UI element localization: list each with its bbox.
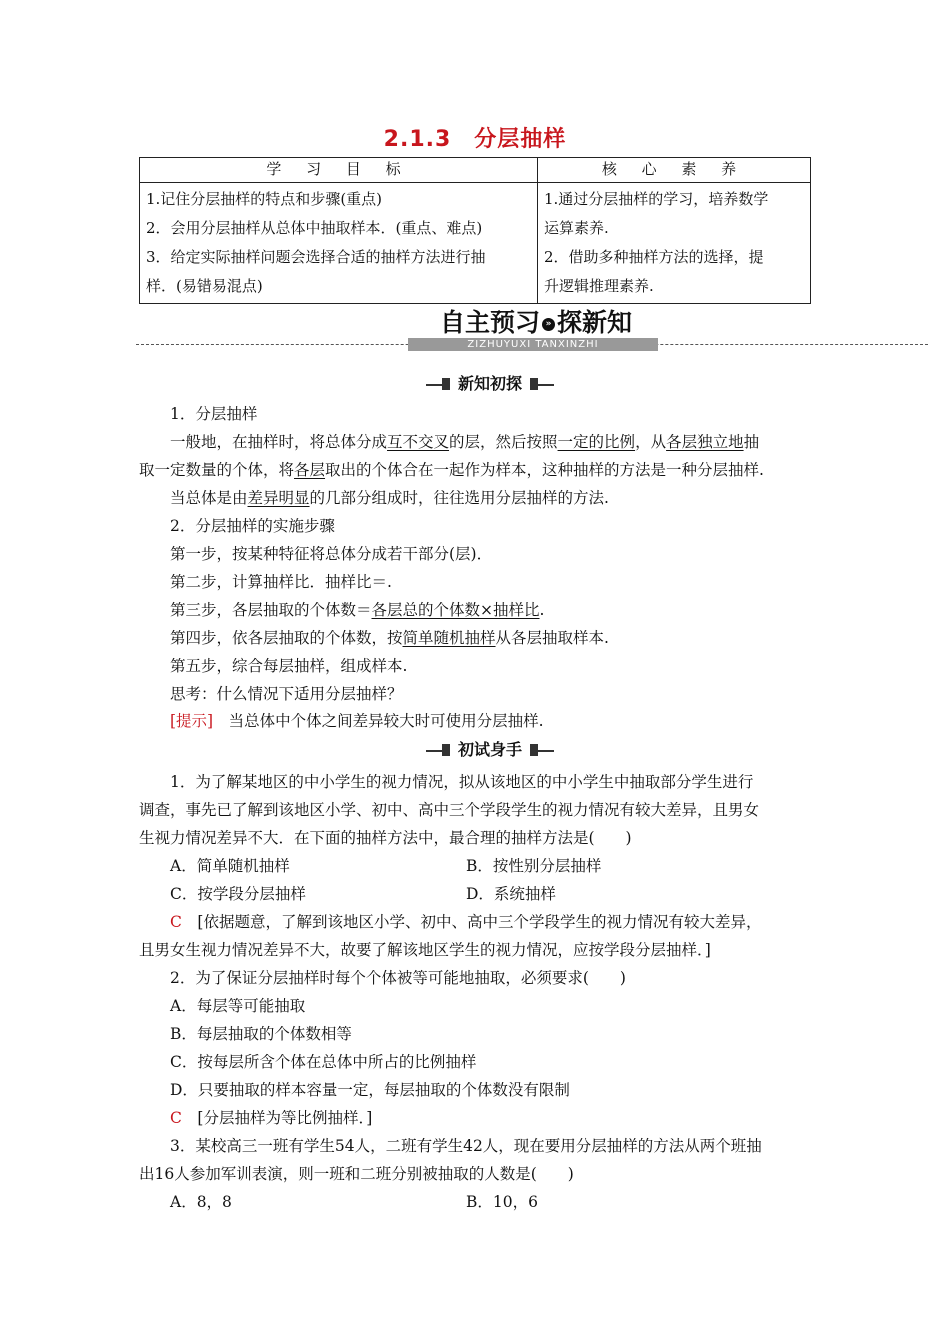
step-line: 第四步，依各层抽取的个体数，按简单随机抽样从各层抽取样本.: [170, 629, 609, 647]
step-line: 第五步，综合每层抽样，组成样本.: [170, 657, 408, 675]
hint-label: [提示]: [170, 712, 214, 730]
question-line: 2．为了保证分层抽样时每个个体被等可能地抽取，必须要求( ): [170, 969, 626, 987]
question-line: 1．为了解某地区的中小学生的视力情况，拟从该地区的中小学生中抽取部分学生进行: [170, 773, 754, 791]
goal-line: 3．给定实际抽样问题会选择合适的抽样方法进行抽: [146, 248, 486, 266]
goals-cell: [140, 183, 538, 304]
literacy-line: 升逻辑推理素养.: [544, 277, 654, 295]
arrow-icon: »: [542, 318, 555, 331]
section-heading-first-try: [426, 740, 554, 762]
paragraph-line: 取一定数量的个体，将各层取出的个体合在一起作为样本，这种抽样的方法是一种分层抽样.: [139, 461, 764, 479]
option-b: B．按性别分层抽样: [466, 857, 602, 875]
step-line: 第三步，各层抽取的个体数＝各层总的个体数×抽样比.: [170, 601, 545, 619]
goal-line: 1.记住分层抽样的特点和步骤(重点): [146, 190, 383, 208]
goal-line: 样．(易错易混点): [146, 277, 263, 295]
goals-header: 学 习 目 标: [140, 158, 538, 183]
option-c: C．按每层所含个体在总体中所占的比例抽样: [170, 1053, 477, 1071]
question-line: 调查，事先已了解到该地区小学、初中、高中三个学段学生的视力情况有较大差异，且男女: [139, 801, 760, 819]
answer-line: 且男女生视力情况差异不大，故要了解该地区学生的视力情况，应按学段分层抽样．]: [139, 941, 711, 959]
paragraph-line: 一般地，在抽样时，将总体分成互不交叉的层，然后按照一定的比例，从各层独立地抽: [170, 433, 760, 451]
section-banner: [136, 305, 928, 355]
hint-text: 当总体中个体之间差异较大时可使用分层抽样.: [228, 712, 544, 730]
literacy-line: 2．借助多种抽样方法的选择，提: [544, 248, 764, 266]
banner-left: 自主预习: [439, 308, 540, 337]
option-d: D．系统抽样: [466, 885, 556, 903]
answer-line: C [依据题意，了解到该地区小学、初中、高中三个学段学生的视力情况有较大差异，: [170, 913, 762, 931]
banner-right: 探新知: [557, 308, 633, 337]
section-heading-new-knowledge: [426, 374, 554, 396]
option-b: B．每层抽取的个体数相等: [170, 1025, 352, 1043]
option-d: D．只要抽取的样本容量一定，每层抽取的个体数没有限制: [170, 1081, 570, 1099]
option-a: A．简单随机抽样: [170, 857, 290, 875]
page-title: 2.1.3 分层抽样: [383, 127, 567, 152]
option-a: A．8，8: [170, 1193, 232, 1211]
step-line: 第一步，按某种特征将总体分成若干部分(层)．: [170, 545, 493, 563]
option-c: C．按学段分层抽样: [170, 885, 306, 903]
goals-table: [139, 157, 811, 304]
literacy-cell: [538, 183, 811, 304]
goal-line: 2．会用分层抽样从总体中抽取样本．(重点、难点): [146, 219, 483, 237]
paragraph-line: 当总体是由差异明显的几部分组成时，往往选用分层抽样的方法.: [170, 489, 609, 507]
paragraph-title: 2．分层抽样的实施步骤: [170, 517, 335, 535]
answer-letter: C: [170, 1109, 182, 1127]
literacy-line: 运算素养.: [544, 219, 609, 237]
question-line: 3．某校高三一班有学生54人，二班有学生42人，现在要用分层抽样的方法从两个班抽: [170, 1137, 762, 1155]
question-line: 出16人参加军训表演，则一班和二班分别被抽取的人数是( ): [139, 1165, 574, 1183]
hint-line: [170, 711, 544, 731]
paragraph-title: 1．分层抽样: [170, 405, 258, 423]
heading-label: 初试身手: [450, 740, 530, 760]
banner-subtitle: ZIZHUYUXI TANXINZHI: [408, 338, 658, 351]
option-b: B．10，6: [466, 1193, 538, 1211]
answer-line: C [分层抽样为等比例抽样．]: [170, 1109, 373, 1127]
literacy-header: 核 心 素 养: [538, 158, 811, 183]
literacy-line: 1.通过分层抽样的学习，培养数学: [544, 190, 769, 208]
question-line: 生视力情况差异不大．在下面的抽样方法中，最合理的抽样方法是( ): [139, 829, 632, 847]
option-a: A．每层等可能抽取: [170, 997, 306, 1015]
answer-letter: C: [170, 913, 182, 931]
think-question: 思考：什么情况下适用分层抽样？: [170, 685, 403, 703]
step-line: 第二步，计算抽样比．抽样比＝.: [170, 573, 392, 591]
heading-label: 新知初探: [450, 374, 530, 394]
